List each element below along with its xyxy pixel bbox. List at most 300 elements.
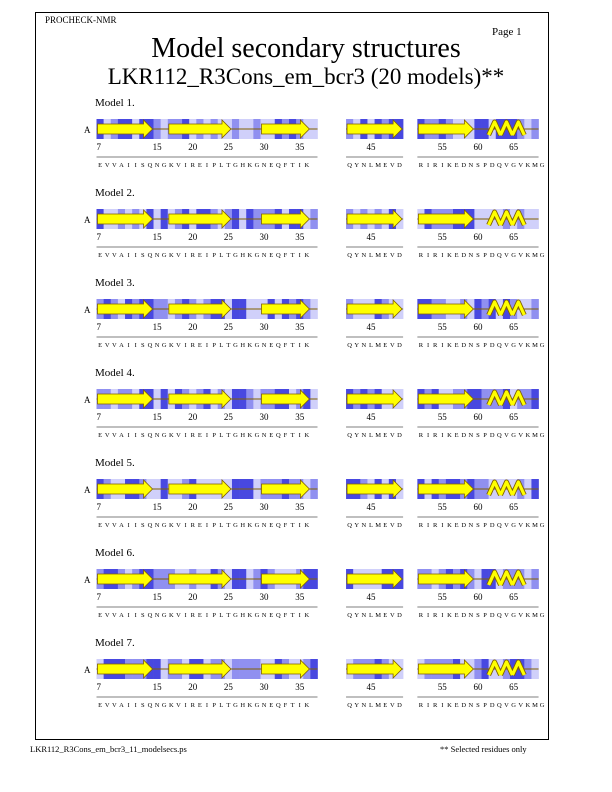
- residue-tick-label: 60: [473, 232, 483, 242]
- residue-tick-label: 65: [509, 502, 519, 512]
- sequence-residue: A: [119, 612, 124, 619]
- sequence-residue: G: [539, 162, 545, 169]
- sequence-residue: S: [476, 702, 480, 709]
- sequence-residue: Q: [496, 252, 502, 259]
- sequence-residue: V: [504, 252, 509, 259]
- sequence-residue: R: [190, 432, 195, 439]
- sequence-residue: V: [104, 342, 110, 349]
- sequence-residue: N: [154, 522, 160, 529]
- sequence-residue: M: [532, 342, 538, 349]
- residue-tick-label: 20: [188, 502, 198, 512]
- sequence-residue: P: [212, 252, 216, 259]
- residue-tick-label: 15: [152, 502, 162, 512]
- residue-tick-label: 30: [259, 232, 269, 242]
- sequence-residue: G: [233, 252, 238, 259]
- sequence-residue: G: [254, 252, 260, 259]
- sequence-residue: E: [269, 162, 274, 169]
- sequence-residue: Q: [347, 612, 352, 619]
- sequence-residue: N: [468, 252, 474, 259]
- sequence-residue: V: [104, 162, 110, 169]
- sequence-residue: F: [283, 702, 288, 709]
- sequence-residue: N: [154, 252, 160, 259]
- sequence-residue: N: [261, 612, 267, 619]
- residue-tick-label: 60: [473, 682, 483, 692]
- sequence-residue: V: [104, 252, 110, 259]
- residue-tick-label: 20: [188, 412, 198, 422]
- sequence-residue: K: [169, 432, 174, 439]
- sequence-residue: S: [141, 522, 145, 529]
- residue-tick-label: 30: [259, 142, 269, 152]
- sequence-residue: L: [369, 162, 373, 169]
- residue-tick-label: 7: [96, 232, 101, 242]
- sequence-residue: I: [184, 432, 187, 439]
- sequence-residue: K: [447, 432, 452, 439]
- sequence-residue: P: [483, 522, 487, 529]
- sequence-residue: I: [298, 432, 301, 439]
- sequence-residue: E: [98, 252, 103, 259]
- sequence-residue: Y: [354, 162, 360, 169]
- sequence-residue: E: [383, 162, 388, 169]
- residue-tick-label: 35: [295, 412, 305, 422]
- sequence-residue: N: [468, 612, 474, 619]
- chain-label: A: [84, 305, 91, 315]
- sequence-residue: Q: [275, 432, 281, 439]
- sequence-residue: N: [468, 702, 474, 709]
- sequence-residue: I: [205, 162, 209, 169]
- sequence-residue: I: [134, 252, 137, 259]
- sequence-residue: G: [233, 162, 238, 169]
- sequence-residue: G: [161, 252, 167, 259]
- sequence-residue: N: [361, 162, 367, 169]
- sequence-residue: K: [304, 612, 310, 619]
- sequence-residue: L: [219, 702, 224, 709]
- sequence-residue: K: [447, 612, 452, 619]
- sequence-residue: R: [418, 612, 424, 619]
- model-label: Model 4.: [95, 367, 135, 379]
- sequence-residue: V: [390, 522, 395, 529]
- residue-tick-label: 15: [152, 412, 162, 422]
- sequence-residue: D: [397, 162, 402, 169]
- sequence-residue: Y: [354, 432, 360, 439]
- sequence-residue: K: [304, 702, 310, 709]
- sequence-residue: I: [205, 612, 209, 619]
- sequence-residue: N: [261, 522, 267, 529]
- residue-tick-label: 20: [188, 322, 198, 332]
- sequence-residue: E: [269, 702, 274, 709]
- sequence-residue: V: [390, 612, 395, 619]
- sequence-residue: H: [240, 702, 246, 709]
- sequence-residue: M: [375, 162, 382, 169]
- residue-tick-label: 55: [437, 232, 447, 242]
- sequence-residue: I: [205, 702, 209, 709]
- model-label: Model 3.: [95, 277, 135, 289]
- residue-tick-label: 65: [509, 232, 519, 242]
- residue-tick-label: 25: [223, 232, 233, 242]
- sequence-residue: I: [184, 702, 187, 709]
- sequence-residue: I: [127, 612, 130, 619]
- sequence-residue: K: [525, 342, 531, 349]
- sequence-residue: E: [269, 252, 274, 259]
- model-label: Model 6.: [95, 547, 135, 559]
- residue-tick-label: 65: [509, 142, 519, 152]
- sequence-residue: V: [111, 612, 117, 619]
- sequence-residue: K: [447, 162, 452, 169]
- sequence-residue: V: [111, 342, 117, 349]
- sequence-residue: T: [290, 162, 295, 169]
- sequence-residue: G: [161, 522, 167, 529]
- sequence-residue: V: [518, 702, 524, 709]
- sequence-residue: G: [511, 522, 516, 529]
- sequence-residue: M: [375, 702, 382, 709]
- residue-tick-label: 30: [259, 682, 269, 692]
- model-label: Model 1.: [95, 97, 135, 109]
- sequence-residue: Y: [354, 702, 360, 709]
- sequence-residue: K: [169, 612, 174, 619]
- residue-tick-label: 60: [473, 322, 483, 332]
- sequence-residue: E: [197, 612, 202, 619]
- sequence-residue: N: [361, 522, 367, 529]
- sequence-residue: M: [532, 162, 538, 169]
- sequence-residue: I: [298, 252, 301, 259]
- residue-tick-label: 7: [96, 322, 101, 332]
- sequence-residue: D: [489, 702, 495, 709]
- sequence-residue: M: [532, 612, 538, 619]
- sequence-residue: Q: [147, 612, 153, 619]
- sequence-residue: V: [518, 432, 524, 439]
- sequence-residue: E: [383, 252, 388, 259]
- residue-tick-label: 45: [366, 322, 376, 332]
- sequence-residue: I: [184, 612, 187, 619]
- sequence-residue: E: [269, 432, 274, 439]
- sequence-residue: P: [483, 342, 487, 349]
- sequence-residue: D: [489, 162, 495, 169]
- sequence-residue: K: [525, 702, 531, 709]
- residue-tick-label: 45: [366, 502, 376, 512]
- sequence-residue: R: [418, 252, 424, 259]
- sequence-residue: R: [418, 162, 424, 169]
- sequence-residue: S: [476, 432, 480, 439]
- sequence-residue: M: [532, 252, 538, 259]
- sequence-residue: V: [390, 342, 395, 349]
- residue-tick-label: 35: [295, 142, 305, 152]
- sequence-residue: T: [290, 342, 295, 349]
- residue-tick-label: 55: [437, 412, 447, 422]
- sequence-residue: T: [226, 522, 231, 529]
- sequence-residue: N: [361, 432, 367, 439]
- residue-tick-label: 45: [366, 142, 376, 152]
- sequence-residue: L: [219, 612, 224, 619]
- sequence-residue: I: [426, 162, 430, 169]
- sequence-residue: R: [433, 162, 438, 169]
- sequence-residue: Q: [347, 342, 352, 349]
- sequence-residue: S: [141, 432, 145, 439]
- sequence-residue: N: [468, 342, 474, 349]
- sequence-residue: I: [441, 702, 444, 709]
- residue-tick-label: 20: [188, 592, 198, 602]
- sequence-residue: I: [441, 342, 444, 349]
- sequence-residue: Q: [147, 342, 153, 349]
- sequence-residue: K: [247, 702, 253, 709]
- sequence-residue: R: [190, 702, 195, 709]
- sequence-residue: G: [539, 612, 545, 619]
- sequence-residue: G: [233, 702, 238, 709]
- sequence-residue: R: [190, 522, 195, 529]
- sequence-residue: M: [375, 432, 382, 439]
- sequence-residue: M: [532, 522, 538, 529]
- sequence-residue: T: [226, 342, 231, 349]
- sequence-residue: K: [247, 612, 253, 619]
- sequence-residue: D: [489, 522, 495, 529]
- sequence-residue: I: [184, 522, 187, 529]
- residue-tick-label: 7: [96, 682, 101, 692]
- sequence-residue: E: [454, 612, 459, 619]
- sequence-residue: R: [190, 162, 195, 169]
- sequence-residue: Q: [147, 522, 153, 529]
- residue-tick-label: 30: [259, 412, 269, 422]
- sequence-residue: K: [247, 162, 253, 169]
- sequence-residue: G: [254, 702, 260, 709]
- sequence-residue: Y: [354, 612, 360, 619]
- sequence-residue: K: [169, 252, 174, 259]
- sequence-residue: V: [518, 342, 524, 349]
- sequence-residue: E: [98, 612, 103, 619]
- sequence-residue: E: [454, 522, 459, 529]
- residue-tick-label: 45: [366, 412, 376, 422]
- sequence-residue: V: [518, 252, 524, 259]
- sequence-residue: L: [369, 252, 373, 259]
- sequence-residue: V: [504, 612, 509, 619]
- sequence-residue: G: [539, 432, 545, 439]
- sequence-residue: Q: [347, 522, 352, 529]
- sequence-residue: K: [304, 342, 310, 349]
- sequence-residue: I: [298, 612, 301, 619]
- sequence-residue: E: [454, 702, 459, 709]
- residue-tick-label: 65: [509, 412, 519, 422]
- sequence-residue: G: [161, 342, 167, 349]
- sequence-residue: E: [269, 522, 274, 529]
- sequence-residue: D: [489, 342, 495, 349]
- sequence-residue: P: [483, 702, 487, 709]
- residue-tick-label: 45: [366, 592, 376, 602]
- sequence-residue: V: [176, 702, 181, 709]
- sequence-residue: P: [483, 432, 487, 439]
- sequence-residue: I: [298, 702, 301, 709]
- residue-tick-label: 20: [188, 142, 198, 152]
- program-name: PROCHECK-NMR: [45, 15, 117, 25]
- sequence-residue: V: [390, 162, 395, 169]
- sequence-residue: N: [261, 162, 267, 169]
- sequence-residue: N: [361, 612, 367, 619]
- residue-tick-label: 60: [473, 592, 483, 602]
- sequence-residue: V: [111, 702, 117, 709]
- sequence-residue: A: [119, 522, 124, 529]
- sequence-residue: E: [269, 342, 274, 349]
- sequence-residue: V: [111, 432, 117, 439]
- sequence-residue: G: [254, 162, 260, 169]
- residue-tick-label: 15: [152, 682, 162, 692]
- chain-label: A: [84, 575, 91, 585]
- sequence-residue: Q: [496, 162, 502, 169]
- sequence-residue: G: [254, 612, 260, 619]
- sequence-residue: I: [426, 252, 430, 259]
- sequence-residue: F: [283, 432, 288, 439]
- sequence-residue: H: [240, 612, 246, 619]
- residue-tick-label: 35: [295, 682, 305, 692]
- residue-tick-label: 65: [509, 322, 519, 332]
- sequence-residue: T: [226, 432, 231, 439]
- sequence-residue: M: [375, 522, 382, 529]
- sequence-residue: Q: [347, 432, 352, 439]
- residue-tick-label: 7: [96, 502, 101, 512]
- sequence-residue: T: [290, 522, 295, 529]
- sequence-residue: K: [169, 342, 174, 349]
- sequence-residue: F: [283, 252, 288, 259]
- sequence-residue: T: [226, 612, 231, 619]
- sequence-residue: T: [290, 252, 295, 259]
- sequence-residue: I: [441, 252, 444, 259]
- sequence-residue: T: [290, 702, 295, 709]
- sequence-residue: P: [212, 432, 216, 439]
- residue-tick-label: 55: [437, 322, 447, 332]
- residue-tick-label: 7: [96, 592, 101, 602]
- sequence-residue: I: [441, 162, 444, 169]
- residue-tick-label: 20: [188, 232, 198, 242]
- sequence-residue: E: [383, 522, 388, 529]
- residue-tick-label: 25: [223, 502, 233, 512]
- sequence-residue: V: [104, 432, 110, 439]
- sequence-residue: D: [397, 522, 402, 529]
- sequence-residue: K: [447, 252, 452, 259]
- sequence-residue: F: [283, 522, 288, 529]
- sequence-residue: Q: [496, 702, 502, 709]
- model-label: Model 2.: [95, 187, 135, 199]
- sequence-residue: S: [141, 342, 145, 349]
- sequence-residue: G: [539, 702, 545, 709]
- sequence-residue: N: [468, 162, 474, 169]
- residue-tick-label: 30: [259, 592, 269, 602]
- page-number: Page 1: [492, 26, 522, 38]
- sequence-residue: R: [418, 522, 424, 529]
- sequence-residue: L: [219, 342, 224, 349]
- residue-tick-label: 45: [366, 232, 376, 242]
- residue-tick-label: 15: [152, 322, 162, 332]
- residue-tick-label: 25: [223, 412, 233, 422]
- sequence-residue: R: [433, 522, 438, 529]
- sequence-residue: L: [219, 252, 224, 259]
- residue-tick-label: 60: [473, 142, 483, 152]
- sequence-residue: L: [369, 522, 373, 529]
- sequence-residue: L: [219, 162, 224, 169]
- residue-tick-label: 55: [437, 592, 447, 602]
- sequence-residue: D: [461, 522, 467, 529]
- sequence-residue: M: [375, 612, 382, 619]
- sequence-residue: I: [298, 162, 301, 169]
- sequence-residue: K: [304, 252, 310, 259]
- sequence-residue: N: [154, 702, 160, 709]
- sequence-residue: V: [176, 432, 181, 439]
- sequence-residue: R: [433, 342, 438, 349]
- sequence-residue: T: [290, 432, 295, 439]
- sequence-residue: E: [98, 342, 103, 349]
- sequence-residue: K: [169, 162, 174, 169]
- footer-filename: LKR112_R3Cons_em_bcr3_11_modelsecs.ps: [30, 744, 187, 754]
- sequence-residue: P: [212, 522, 216, 529]
- residue-tick-label: 35: [295, 322, 305, 332]
- sequence-residue: I: [134, 612, 137, 619]
- residue-tick-label: 35: [295, 592, 305, 602]
- sequence-residue: R: [433, 612, 438, 619]
- sequence-residue: E: [98, 432, 103, 439]
- sequence-residue: R: [418, 702, 424, 709]
- residue-tick-label: 35: [295, 232, 305, 242]
- sequence-residue: R: [433, 702, 438, 709]
- residue-tick-label: 65: [509, 592, 519, 602]
- sequence-residue: V: [518, 162, 524, 169]
- sequence-residue: L: [369, 342, 373, 349]
- sequence-residue: V: [390, 432, 395, 439]
- sequence-residue: V: [111, 522, 117, 529]
- sequence-residue: L: [369, 612, 373, 619]
- sequence-residue: V: [504, 162, 509, 169]
- sequence-residue: V: [390, 252, 395, 259]
- sequence-residue: P: [212, 342, 216, 349]
- sequence-residue: I: [127, 252, 130, 259]
- sequence-residue: A: [119, 252, 124, 259]
- sequence-residue: D: [489, 612, 495, 619]
- sequence-residue: F: [283, 342, 288, 349]
- sequence-residue: Q: [275, 162, 281, 169]
- sequence-residue: D: [489, 432, 495, 439]
- sequence-residue: K: [525, 162, 531, 169]
- sequence-residue: F: [283, 612, 288, 619]
- sequence-residue: H: [240, 522, 246, 529]
- sequence-residue: K: [525, 522, 531, 529]
- sequence-residue: Q: [147, 162, 153, 169]
- sequence-residue: V: [104, 612, 110, 619]
- sequence-residue: K: [247, 522, 253, 529]
- residue-tick-label: 15: [152, 232, 162, 242]
- footer-note: ** Selected residues only: [440, 744, 527, 754]
- sequence-residue: V: [504, 432, 509, 439]
- sequence-residue: I: [205, 522, 209, 529]
- sequence-residue: K: [304, 432, 310, 439]
- sequence-residue: D: [461, 342, 467, 349]
- sequence-residue: P: [212, 612, 216, 619]
- chain-label: A: [84, 395, 91, 405]
- sequence-residue: D: [397, 342, 402, 349]
- sequence-residue: A: [119, 702, 124, 709]
- sequence-residue: E: [383, 432, 388, 439]
- sequence-residue: N: [468, 432, 474, 439]
- sequence-residue: H: [240, 342, 246, 349]
- sequence-residue: I: [134, 162, 137, 169]
- sequence-residue: I: [298, 342, 301, 349]
- sequence-residue: T: [290, 612, 295, 619]
- sequence-residue: V: [176, 342, 181, 349]
- sequence-residue: D: [461, 702, 467, 709]
- sequence-residue: A: [119, 162, 124, 169]
- residue-tick-label: 7: [96, 142, 101, 152]
- sequence-residue: L: [369, 702, 373, 709]
- sequence-residue: N: [468, 522, 474, 529]
- sequence-residue: G: [161, 612, 167, 619]
- sequence-residue: S: [141, 162, 145, 169]
- sequence-residue: E: [197, 432, 202, 439]
- residue-tick-label: 30: [259, 322, 269, 332]
- sequence-residue: V: [176, 612, 181, 619]
- sequence-residue: M: [375, 252, 382, 259]
- sequence-residue: T: [226, 702, 231, 709]
